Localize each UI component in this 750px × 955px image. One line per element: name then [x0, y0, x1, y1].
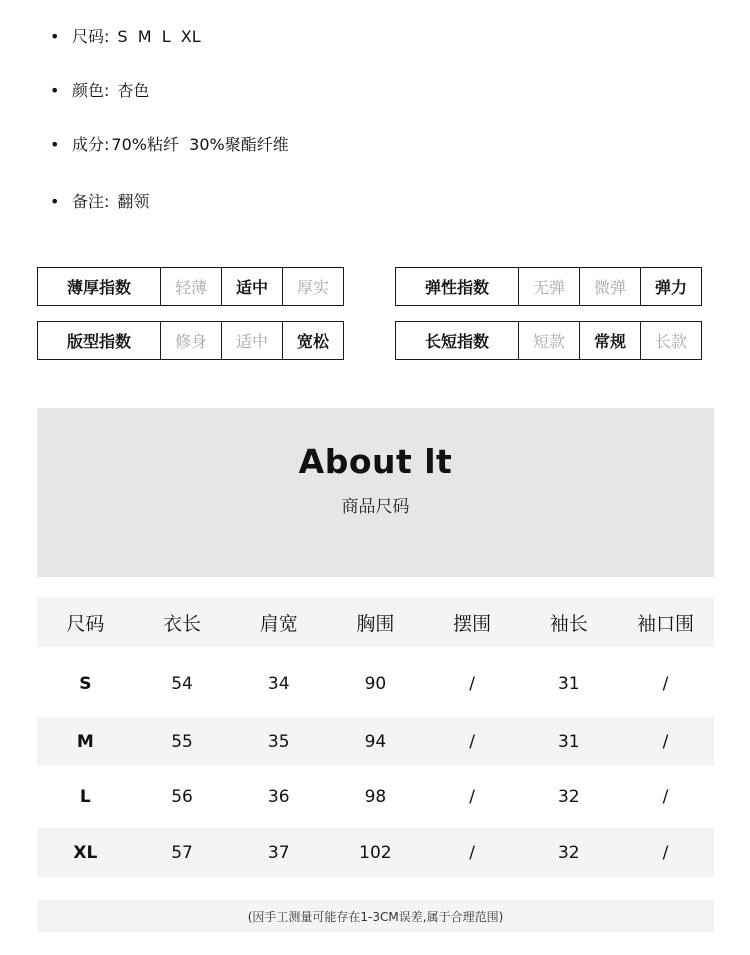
table-cell: 31: [557, 673, 580, 694]
bullet-icon: •: [50, 192, 60, 211]
table-cell: 35: [267, 731, 290, 752]
column-header: 袖长: [549, 613, 588, 635]
index-option: 长款: [640, 322, 701, 359]
attr-color: [50, 81, 149, 101]
table-cell: /: [469, 842, 475, 863]
table-cell: 32: [557, 842, 580, 863]
index-option: 厚实: [282, 268, 343, 305]
bullet-icon: •: [50, 81, 60, 100]
table-row: [37, 659, 714, 708]
column-header: 肩宽: [259, 613, 298, 635]
attr-material: [50, 135, 289, 155]
index-elasticity: [395, 267, 702, 306]
column-header: 尺码: [66, 613, 105, 635]
table-cell: 36: [267, 786, 290, 807]
measurement-note: (因手工测量可能存在1-3CM误差,属于合理范围): [37, 900, 714, 932]
index-length: [395, 321, 702, 360]
table-cell: 34: [267, 673, 290, 694]
table-row: [37, 717, 714, 766]
table-cell: S: [79, 673, 92, 694]
index-name: 薄厚指数: [66, 278, 131, 297]
table-cell: 55: [171, 731, 193, 752]
attr-remark: [50, 192, 149, 212]
table-cell: 102: [359, 842, 392, 863]
index-option: 无弹: [518, 268, 579, 305]
index-option: 修身: [160, 322, 221, 359]
attr-value: S M L XL: [117, 27, 201, 46]
attr-size: [50, 27, 201, 47]
index-name: 长短指数: [424, 332, 489, 351]
table-cell: XL: [73, 842, 98, 863]
table-cell: 57: [171, 842, 193, 863]
size-table-header: [37, 598, 714, 647]
table-cell: 90: [364, 673, 387, 694]
bullet-icon: •: [50, 27, 60, 46]
attr-label: 颜色:: [72, 81, 110, 100]
index-option-active: 弹力: [640, 268, 701, 305]
index-option-active: 宽松: [282, 322, 343, 359]
table-cell: 32: [557, 786, 580, 807]
attr-value: 70%粘纤 30%聚酯纤维: [111, 135, 289, 154]
about-title: About lt: [298, 442, 453, 481]
index-option: 微弹: [579, 268, 640, 305]
table-cell: /: [469, 786, 475, 807]
attr-label: 尺码:: [72, 27, 110, 46]
table-cell: 31: [557, 731, 580, 752]
column-header: 衣长: [163, 613, 202, 635]
attr-value: 杏色: [117, 81, 150, 100]
attr-value: 翻领: [117, 192, 150, 211]
table-cell: /: [662, 842, 669, 863]
column-header: 摆围: [453, 613, 492, 635]
table-cell: /: [469, 731, 475, 752]
about-banner: [37, 408, 714, 577]
attr-label: 备注:: [72, 192, 110, 211]
index-option-active: 常规: [579, 322, 640, 359]
table-cell: 98: [364, 786, 387, 807]
about-subtitle: 商品尺码: [341, 497, 410, 517]
table-cell: /: [662, 673, 669, 694]
index-name: 版型指数: [66, 332, 131, 351]
table-cell: M: [76, 731, 94, 752]
table-cell: 54: [171, 673, 193, 694]
index-fit: [37, 321, 344, 360]
attr-label: 成分:: [72, 135, 110, 154]
table-cell: /: [662, 786, 669, 807]
index-thickness: [37, 267, 344, 306]
table-row: [37, 772, 714, 821]
table-cell: /: [469, 673, 475, 694]
table-cell: /: [662, 731, 669, 752]
table-cell: 56: [171, 786, 193, 807]
column-header: 袖口围: [636, 613, 694, 635]
index-option: 适中: [221, 322, 282, 359]
index-option-active: 适中: [221, 268, 282, 305]
column-header: 胸围: [356, 613, 395, 635]
index-name: 弹性指数: [424, 278, 489, 297]
table-cell: L: [79, 786, 91, 807]
table-row: [37, 828, 714, 877]
table-cell: 94: [364, 731, 387, 752]
index-option: 轻薄: [160, 268, 221, 305]
bullet-icon: •: [50, 135, 60, 154]
index-option: 短款: [518, 322, 579, 359]
table-cell: 37: [267, 842, 290, 863]
